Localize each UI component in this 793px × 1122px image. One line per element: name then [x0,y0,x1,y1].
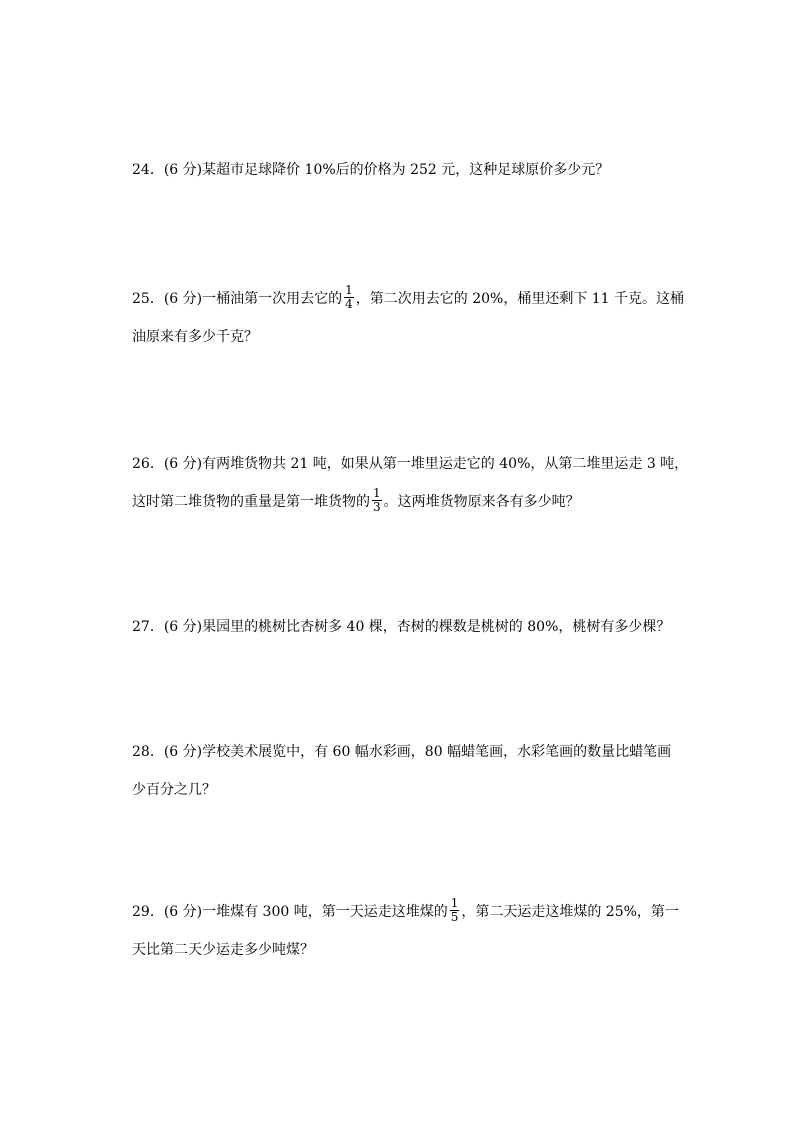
problem-line [132,733,672,771]
problem-text: 25．(6 分)一桶油第一次用去它的 [132,291,343,307]
problem-text: 天比第二天少运走多少吨煤？ [132,942,314,958]
fraction-denominator: 3 [373,499,381,514]
fraction-denominator: 4 [345,296,353,311]
fraction-numerator: 1 [345,282,353,297]
problem-line [132,893,679,931]
fraction-numerator: 1 [450,895,459,910]
problem-text: 27．(6 分)果园里的桃树比杏树多 40 棵，杏树的棵数是桃树的 80%，桃树有多少棵？ [132,619,671,635]
problem-27 [132,608,672,646]
problem-line [132,151,672,189]
fraction-numerator: 1 [373,485,381,500]
problem-text: 29．(6 分)一堆煤有 300 吨，第一天运走这堆煤的 [132,904,448,920]
fraction [450,897,460,924]
problem-line [132,483,672,521]
problem-line [132,608,672,646]
fraction [344,284,354,311]
problem-text: 24．(6 分)某超市足球降价 10%后的价格为 252 元，这种足球原价多少元？ [132,162,610,178]
problem-text: 少百分之几？ [132,782,216,798]
problem-25 [132,280,685,356]
problem-text: 26．(6 分)有两堆货物共 21 吨，如果从第一堆里运走它的 40%，从第二堆里运走 3 吨， [132,456,689,472]
problem-line [132,771,672,809]
problem-text: 。这两堆货物原来各有多少吨？ [383,494,580,510]
problem-28 [132,733,672,809]
problem-line [132,931,672,969]
problem-line [132,280,685,318]
problem-26 [132,445,689,521]
problem-text: ，第二天运走这堆煤的 25%，第一 [461,904,679,920]
problem-line [132,445,689,483]
problem-line [132,318,672,356]
problem-24 [132,151,672,189]
problem-text: 这时第二堆货物的重量是第一堆货物的 [132,494,370,510]
problem-text: ，第二次用去它的 20%，桶里还剩下 11 千克。这桶 [355,291,685,307]
fraction [372,487,382,514]
problem-text: 油原来有多少千克？ [132,329,258,345]
fraction-denominator: 5 [450,909,459,924]
problem-29 [132,893,679,969]
problem-text: 28．(6 分)学校美术展览中，有 60 幅水彩画，80 幅蜡笔画，水彩笔画的数量比蜡笔画 [132,744,672,760]
